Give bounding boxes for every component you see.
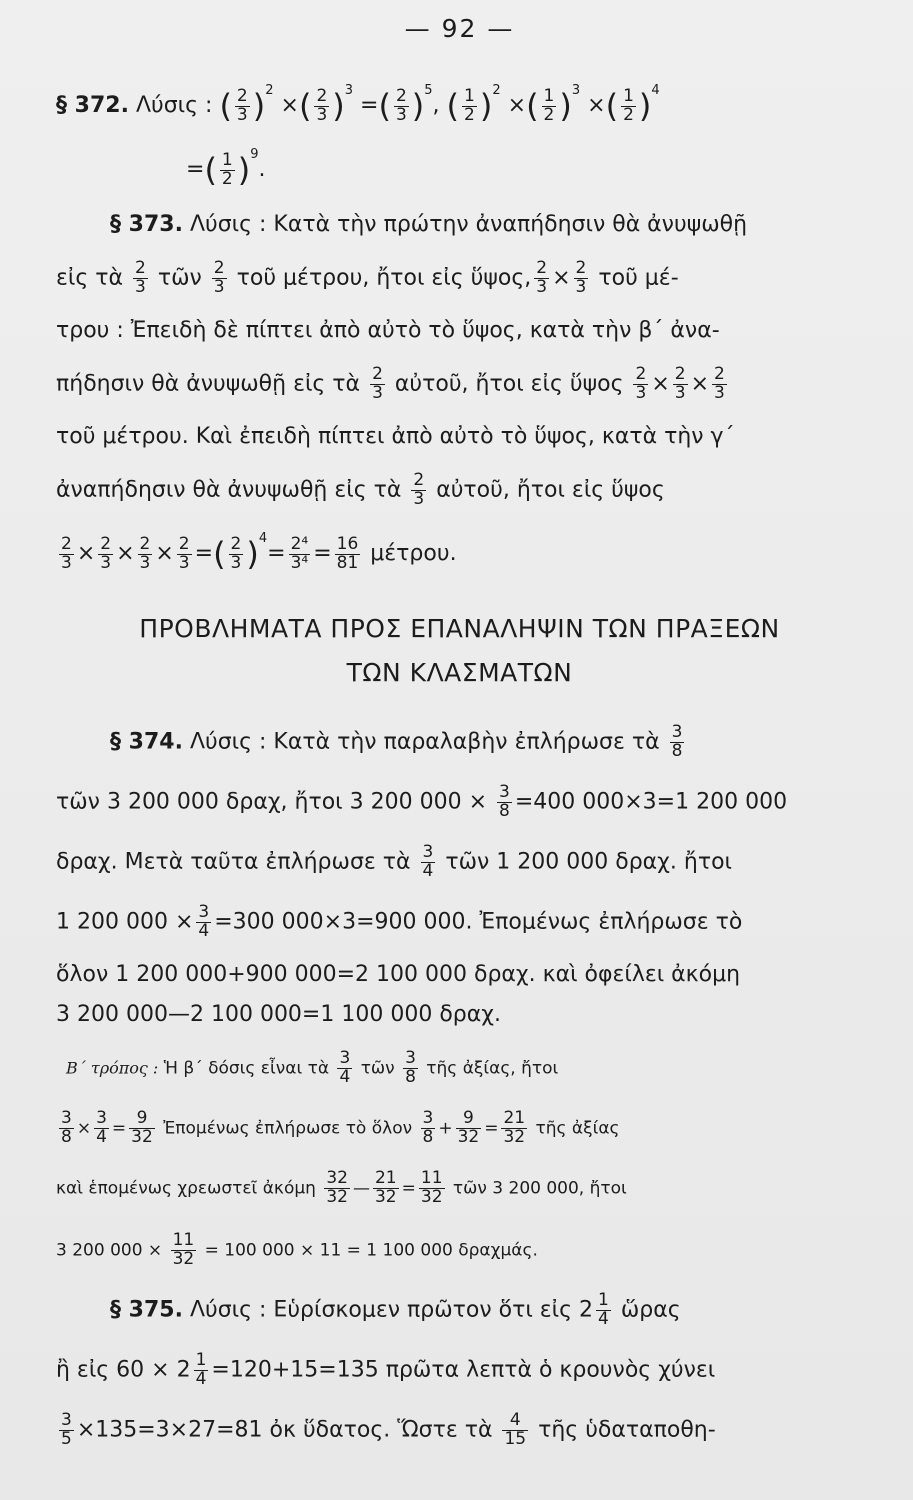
s374-line2: τῶν 3 200 000 δραχ, ἤτοι 3 200 000 × $\frac{3}{8}$ =400 000×3=1 200 000 <box>56 782 788 822</box>
s373-line4: πήδησιν θὰ ἀνυψωθῇ εἰς τὰ $\frac{2}{3}$ αὐτοῦ, ἤτοι εἰς ὕψος $\frac{2}{3}$ × $\frac{2}{3}$ × $\frac{2}{3}$ <box>56 364 725 404</box>
s374-text5: ὅλον 1 200 000+900 000=2 100 000 δραχ. καὶ ὀφείλει ἀκόμη <box>56 962 741 987</box>
s374-line3: δραχ. Μετὰ ταῦτα ἐπλήρωσε τὰ $\frac{3}{4}$ τῶν 1 200 000 δραχ. ἤτοι <box>56 842 732 882</box>
s374-text3b: τῶν 1 200 000 δραχ. ἤτοι <box>445 849 732 875</box>
s373-line1 <box>56 201 863 249</box>
s373-line5 <box>56 415 863 461</box>
section-title <box>56 607 863 695</box>
s374-b-line2: $\frac{3}{8}$ × $\frac{3}{4}$ = $\frac{9}{32}$ Ἐπομένως ἐπλήρωσε τὸ ὅλον $\frac{3}{8}$ + $\frac{9}{32}$ = $\frac{21}{32}$ τῆς ἀξίας <box>61 1108 620 1148</box>
s374-b-line3: καὶ ἑπομένως χρεωστεῖ ἀκόμη $\frac{32}{32}$ — $\frac{21}{32}$ = $\frac{11}{32}$ τῶν 3 200 000, ἤτοι <box>56 1168 627 1208</box>
s374-b-text3a: καὶ ἑπομένως χρεωστεῖ ἀκόμη <box>56 1178 316 1199</box>
s374-text4b: =300 000×3=900 000. Ἐπομένως ἐπλήρωσε τὸ <box>214 909 743 935</box>
s374-b-line1: Β΄ τρόπος : Ἡ β΄ δόσις εἶναι τὰ $\frac{3}{4}$ τῶν $\frac{3}{8}$ τῆς ἀξίας, ἤτοι <box>66 1048 559 1088</box>
s374-text1: Λύσις : Κατὰ τὴν παραλαβὴν ἐπλήρωσε τὰ <box>189 729 660 755</box>
s373-text2d: τοῦ μέ- <box>598 265 679 291</box>
s373-head: § 373. <box>110 212 183 237</box>
s372-line1: § 372. Λύσις : ( $\frac{2}{3}$ )$^2$ ×( $\frac{2}{3}$ )$^3$ =( $\frac{2}{3}$ )$^5$, ( $\frac{1}{2}$ )$^2$ ×( $\frac{1}{2}$ )$^3$ ×( $\frac{1}{2}$ )$^4$ <box>56 83 660 125</box>
s374-text3a: δραχ. Μετὰ ταῦτα ἐπλήρωσε τὰ <box>56 849 411 875</box>
s373-text6b: αὐτοῦ, ἤτοι εἰς ὕψος <box>436 477 665 503</box>
s374-b-text1c: τῆς ἀξίας, ἤτοι <box>426 1058 559 1079</box>
s375-text3a: ×135=3×27=81 ὀκ ὕδατος. Ὥστε τὰ <box>76 1417 493 1443</box>
s375-line1: § 375. Λύσις : Εὑρίσκομεν πρῶτον ὅτι εἰς 2 $\frac{1}{4}$ ὥρας <box>110 1290 681 1330</box>
s374-b-text1a: Ἡ β΄ δόσις εἶναι τὰ <box>163 1058 330 1079</box>
s374-b-text4b: = 100 000 × 11 = 1 100 000 δραχμάς. <box>204 1240 538 1261</box>
s375-text1a: Λύσις : Εὑρίσκομεν πρῶτον ὅτι εἰς 2 <box>189 1297 594 1323</box>
s374-text2b: =400 000×3=1 200 000 <box>514 789 788 815</box>
s374-text4a: 1 200 000 × <box>56 909 194 935</box>
s374-line1: § 374. Λύσις : Κατὰ τὴν παραλαβὴν ἐπλήρωσε τὰ $\frac{3}{8}$ <box>110 722 683 762</box>
s373-text2a: εἰς τὰ <box>56 265 123 291</box>
s374-b-text1b: τῶν <box>360 1058 395 1079</box>
s373-text7: μέτρου. <box>370 541 457 566</box>
section-title-line2: ΤΩΝ ΚΛΑΣΜΑΤΩΝ <box>346 658 573 687</box>
s375-head: § 375. <box>110 1297 183 1323</box>
s373-text3: τρου : Ἐπειδὴ δὲ πίπτει ἀπὸ αὐτὸ τὸ ὕψος, κατὰ τὴν β΄ ἀνα- <box>56 318 720 343</box>
s374-b-text4a: 3 200 000 × <box>56 1240 163 1261</box>
s373-text5: τοῦ μέτρου. Καὶ ἐπειδὴ πίπτει ἀπὸ αὐτὸ τὸ ὕψος, κατὰ τὴν γ΄ <box>56 424 735 449</box>
s373-line6: ἀναπήδησιν θὰ ἀνυψωθῇ εἰς τὰ $\frac{2}{3}$ αὐτοῦ, ἤτοι εἰς ὕψος <box>56 470 665 510</box>
s372-lysis: Λύσις : <box>135 93 213 118</box>
s373-line3 <box>56 309 863 355</box>
s374-text2a: τῶν 3 200 000 δραχ, ἤτοι 3 200 000 × <box>56 789 488 815</box>
s375-text2b: =120+15=135 πρῶτα λεπτὰ ὁ κρουνὸς χύνει <box>211 1357 716 1383</box>
s373-text4a: πήδησιν θὰ ἀνυψωθῇ εἰς τὰ <box>56 371 361 397</box>
s372-line2: =( $\frac{1}{2}$ )$^9$. <box>186 147 266 189</box>
s373-text1: Λύσις : Κατὰ τὴν πρώτην ἀναπήδησιν θὰ ἀνυψωθῇ <box>189 212 748 237</box>
s374-text6: 3 200 000—2 100 000=1 100 000 δραχ. <box>56 1002 501 1027</box>
s374-b-label: Β΄ τρόπος : <box>66 1058 159 1078</box>
s375-text3b: τῆς ὑδαταποθη- <box>538 1417 716 1443</box>
s373-text6a: ἀναπήδησιν θὰ ἀνυψωθῇ εἰς τὰ <box>56 477 402 503</box>
s373-text2b: τῶν <box>157 265 202 291</box>
s375-text2a: ἢ εἰς 60 × 2 <box>56 1357 191 1383</box>
s374-b-text2b: τῆς ἀξίας <box>535 1118 620 1139</box>
s373-line2: εἰς τὰ $\frac{2}{3}$ τῶν $\frac{2}{3}$ τοῦ μέτρου, ἤτοι εἰς ὕψος, $\frac{2}{3}$ × $\frac{2}{3}$ τοῦ μέ- <box>56 258 679 298</box>
s374-line4: 1 200 000 × $\frac{3}{4}$ =300 000×3=900 000. Ἐπομένως ἐπλήρωσε τὸ <box>56 902 743 942</box>
s374-head: § 374. <box>110 729 183 755</box>
s373-text2c: τοῦ μέτρου, ἤτοι εἰς ὕψος <box>236 265 525 291</box>
s373-line7: $\frac{2}{3}$ × $\frac{2}{3}$ × $\frac{2}{3}$ × $\frac{2}{3}$ =( $\frac{2}{3}$ )$^4$= $\frac{\text{2⁴}}{\text{3⁴}}$ = $\frac{16}{81}$ μέτρου. <box>61 531 457 573</box>
s372-head: § 372. <box>56 93 129 118</box>
s374-b-line4: 3 200 000 × $\frac{11}{32}$ = 100 000 × 11 = 1 100 000 δραχμάς. <box>56 1230 538 1270</box>
section-title-line1: ΠΡΟΒΛΗΜΑΤΑ ΠΡΟΣ ΕΠΑΝΑΛΗΨΙΝ ΤΩΝ ΠΡΑΞΕΩΝ <box>139 614 780 643</box>
s375-line2: ἢ εἰς 60 × 2 $\frac{1}{4}$ =120+15=135 πρῶτα λεπτὰ ὁ κρουνὸς χύνει <box>56 1350 716 1390</box>
s375-text1b: ὥρας <box>620 1297 681 1323</box>
s374-b-text2a: Ἐπομένως ἐπλήρωσε τὸ ὅλον <box>163 1118 413 1139</box>
s374-line5 <box>56 953 863 999</box>
page-number: — 92 — <box>404 14 515 43</box>
s374-line6 <box>56 999 863 1039</box>
s373-text4b: αὐτοῦ, ἤτοι εἰς ὕψος <box>394 371 624 397</box>
s374-b-text3b: τῶν 3 200 000, ἤτοι <box>452 1178 627 1199</box>
s375-line3: $\frac{3}{5}$ ×135=3×27=81 ὀκ ὕδατος. Ὥστε τὰ $\frac{4}{15}$ τῆς ὑδαταποθη- <box>61 1410 716 1450</box>
